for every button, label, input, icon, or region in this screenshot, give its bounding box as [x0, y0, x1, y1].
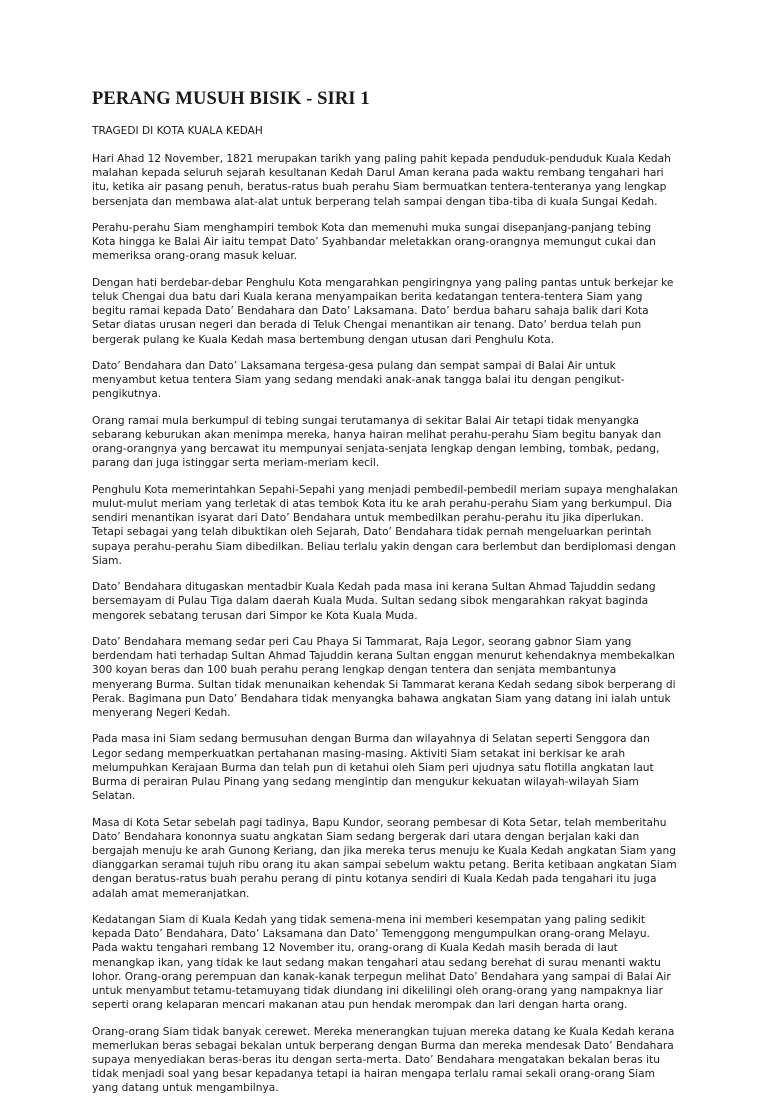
paragraph: Penghulu Kota memerintahkan Sepahi-Sepahi yang menjadi pembedil-pembedil meriam supaya menghalakan mulut-mulut meriam yang terletak di atas tembok Kota itu ke arah perahu-perahu Siam yang berkumpul. Dia sendiri menantikan isyarat dari Dato’ Bendahara untuk membedilkan perahu-perahu itu jika diperlukan. Tetapi sebagai yang telah dibuktikan oleh Sejarah, Dato’ Bendahara tidak pernah mengeluarkan perintah supaya perahu-perahu Siam dibedilkan. Beliau terlalu yakin dengan cara berlembut dan berdiplomasi dengan Siam. [92, 483, 678, 567]
document-subtitle: TRAGEDI DI KOTA KUALA KEDAH [92, 125, 263, 137]
paragraph: Orang ramai mula berkumpul di tebing sungai terutamanya di sekitar Balai Air tetapi tidak menyangka sebarang keburukan akan menimpa mereka, hanya hairan melihat perahu-perahu Siam begitu banyak dan orang-orangnya yang bercawat itu mempunyai senjata-senjata lengkap dengan lembing, tombak, pedang, parang dan juga istinggar serta meriam-meriam kecil. [92, 414, 662, 470]
document-body [92, 152, 678, 1096]
paragraph: Dato’ Bendahara dan Dato’ Laksamana tergesa-gesa pulang dan sempat sampai di Balai Air untuk menyambut ketua tentera Siam yang sedang mendaki anak-anak tangga balai itu dengan pengikut-pengikutnya. [92, 360, 625, 401]
paragraph: Masa di Kota Setar sebelah pagi tadinya, Bapu Kundor, seorang pembesar di Kota Setar, telah memberitahu Dato’ Bendahara kononnya suatu angkatan Siam sedang bergerak dari utara dengan berjalan kaki dan bergajah menuju ke arah Gunong Keriang, dan jika mereka terus menuju ke Kuala Kedah angkatan Siam yang dianggarkan seramai tujuh ribu orang itu akan sampai sebelum waktu petang. Berita ketibaan angkatan Siam dengan beratus-ratus buah perahu perang di pintu kotanya sendiri di Kuala Kedah pada tengahari itu juga adalah amat memeranjatkan. [92, 816, 677, 900]
paragraph: Pada masa ini Siam sedang bermusuhan dengan Burma dan wilayahnya di Selatan seperti Senggora dan Legor sedang memperkuatkan pertahanan masing-masing. Aktiviti Siam setakat ini berkisar ke arah melumpuhkan Kerajaan Burma dan telah pun di ketahui oleh Siam peri ujudnya satu flotilla angkatan laut Burma di perairan Pulau Pinang yang sedang mengintip dan mengukur kekuatan wilayah-wilayah Siam Selatan. [92, 733, 654, 803]
paragraph: Orang-orang Siam tidak banyak cerewet. Mereka menerangkan tujuan mereka datang ke Kuala Kedah kerana memerlukan beras sebagai bekalan untuk berperang dengan Burma dan mereka mendesak Dato’ Bendahara supaya menyediakan beras-beras itu dengan serta-merta. Dato’ Bendahara mengatakan bekalan beras itu tidak menjadi soal yang besar kepadanya tetapi ia hairan mengapa terlalu ramai sekali orang-orang Siam yang datang untuk mengambilnya. [92, 1025, 675, 1095]
paragraph: Kedatangan Siam di Kuala Kedah yang tidak semena-mena ini memberi kesempatan yang paling sedikit kepada Dato’ Bendahara, Dato’ Laksamana dan Dato’ Temenggong mengumpulkan orang-orang Melayu. Pada waktu tengahari rembang 12 November itu, orang-orang di Kuala Kedah masih berada di laut menangkap ikan, yang tidak ke laut sedang makan tengahari atau sedang berehat di surau menanti waktu lohor. Orang-orang perempuan dan kanak-kanak terpegun melihat Dato’ Bendahara yang sampai di Balai Air untuk menyambut tetamu-tetamuyang tidak diundang ini dikelilingi oleh orang-orang yang nampaknya liar seperti orang kelaparan mencari makanan atau pun hendak merompak dan lari dengan harta orang. [92, 914, 671, 1012]
paragraph: Hari Ahad 12 November, 1821 merupakan tarikh yang paling pahit kepada penduduk-penduduk Kuala Kedah malahan kepada seluruh sejarah kesultanan Kedah Darul Aman kerana pada waktu rembang tengahari hari itu, ketika air pasang penuh, beratus-ratus buah perahu Siam bermuatkan tentera-tenteranya yang lengkap bersenjata dan membawa alat-alat untuk berperang telah sampai dengan tiba-tiba di kuala Sungai Kedah. [92, 153, 671, 208]
paragraph: Perahu-perahu Siam menghampiri tembok Kota dan memenuhi muka sungai disepanjang-panjang tebing Kota hingga ke Balai Air iaitu tempat Dato’ Syahbandar meletakkan orang-orangnya memungut cukai dan memeriksa orang-orang masuk keluar. [92, 222, 656, 263]
paragraph: Dengan hati berdebar-debar Penghulu Kota mengarahkan pengiringnya yang paling pantas untuk berkejar ke teluk Chengai dua batu dari Kuala kerana menyampaikan berita kedatangan tentera-tentera Siam yang begitu ramai kepada Dato’ Bendahara dan Dato’ Laksamana. Dato’ berdua baharu sahaja balik dari Kota Setar diatas urusan negeri dan berada di Teluk Chengai menantikan air tenang. Dato’ berdua telah pun bergerak pulang ke Kuala Kedah masa bertembung dengan utusan dari Penghulu Kota. [92, 276, 674, 346]
document-title: PERANG MUSUH BISIK - SIRI 1 [92, 89, 370, 109]
paragraph: Dato’ Bendahara ditugaskan mentadbir Kuala Kedah pada masa ini kerana Sultan Ahmad Tajuddin sedang bersemayam di Pulau Tiga dalam daerah Kuala Muda. Sultan sedang sibok mengarahkan rakyat baginda mengorek sebatang terusan dari Simpor ke Kota Kuala Muda. [92, 581, 656, 622]
paragraph: Dato’ Bendahara memang sedar peri Cau Phaya Si Tammarat, Raja Legor, seorang gabnor Siam yang berdendam hati terhadap Sultan Ahmad Tajuddin kerana Sultan enggan menurut kehendaknya membekalkan 300 koyan beras dan 100 buah perahu perang lengkap dengan tentera dan senjata membantunya menyerang Burma. Sultan tidak menunaikan kehendak Si Tammarat kerana Kedah sedang sibok berperang di Perak. Bagimana pun Dato’ Bendahara tidak menyangka bahawa angkatan Siam yang datang ini ialah untuk menyerang Negeri Kedah. [92, 636, 676, 720]
document-page [92, 88, 678, 1108]
